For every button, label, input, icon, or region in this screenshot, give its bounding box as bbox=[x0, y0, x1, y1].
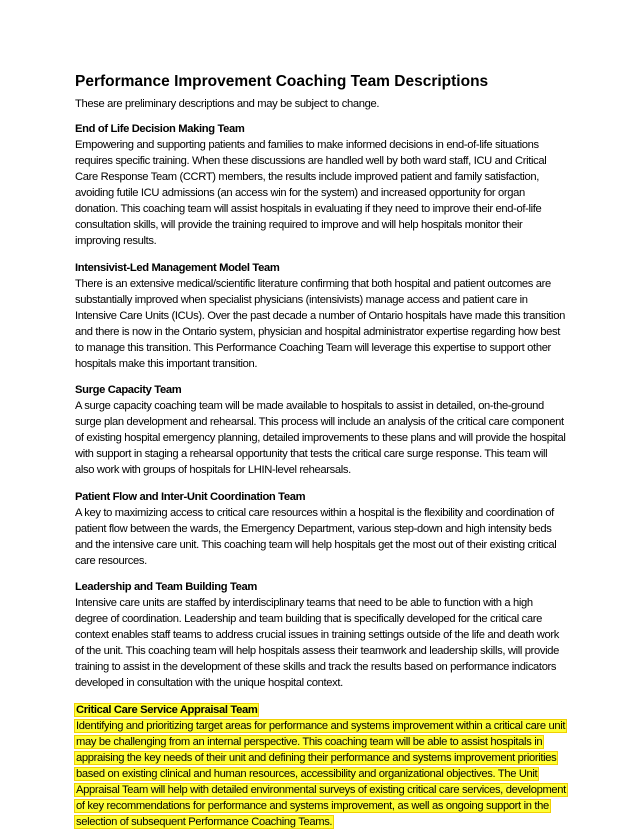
body-line: of existing hospital emergency planning, detailed improvements to these plans and will provide the hospital bbox=[75, 432, 566, 444]
body-line bbox=[75, 798, 565, 814]
body-line: improving results. bbox=[75, 235, 157, 247]
section-surge-capacity-team bbox=[75, 382, 565, 478]
body-line: of the unit. This coaching team will help hospitals assess their teamwork and leadership skills, will provide bbox=[75, 645, 559, 657]
body-line: Empowering and supporting patients and families to make informed decisions in end-of-life situations bbox=[75, 139, 539, 151]
section-heading: Surge Capacity Team bbox=[75, 384, 182, 396]
section-intensivist-led-management-model-team bbox=[75, 260, 565, 372]
section-body bbox=[75, 718, 565, 830]
section-body bbox=[75, 505, 565, 569]
body-line: A key to maximizing access to critical care resources within a hospital is the flexibility and coordination of bbox=[75, 506, 554, 519]
section-body bbox=[75, 276, 565, 372]
section-heading: Patient Flow and Inter-Unit Coordination Team bbox=[75, 490, 306, 503]
highlighted-line-text: appraising the key needs of their unit and defining their performance and systems improvement priorities bbox=[76, 751, 557, 764]
body-line bbox=[75, 814, 565, 830]
highlighted-line-text: of key recommendations for performance and systems improvement, as well as ongoing support in the bbox=[76, 799, 549, 812]
body-line: context enables staff teams to address crucial issues in training settings outside of the life and death work bbox=[75, 629, 560, 641]
body-line bbox=[75, 782, 565, 798]
body-line: Intensive Care Units (ICUs). Over the past decade a number of Ontario hospitals have made this transition bbox=[75, 309, 565, 322]
body-line bbox=[75, 750, 565, 766]
sections-container bbox=[75, 121, 565, 830]
section-body bbox=[75, 137, 565, 249]
highlighted-line-text: Appraisal Team will help with detailed environmental surveys of existing critical care services, development bbox=[76, 783, 566, 796]
highlighted-heading-text: Critical Care Service Appraisal Team bbox=[76, 703, 258, 716]
document-content bbox=[75, 72, 565, 840]
body-line bbox=[75, 718, 565, 734]
body-line: surge plan development and rehearsal. This process will include an analysis of the critical care component bbox=[75, 416, 564, 428]
body-line: patient flow between the wards, the Emergency Department, various step-down and high intensity beds bbox=[75, 522, 552, 535]
section-heading: Intensivist-Led Management Model Team bbox=[75, 261, 280, 274]
section-heading: End of Life Decision Making Team bbox=[75, 123, 245, 135]
body-line: also work with groups of hospitals for LHIN-level rehearsals. bbox=[75, 464, 351, 476]
body-line: donation. This coaching team will assist hospitals in evaluating if they need to improve their end-of-life bbox=[75, 203, 542, 215]
section-end-of-life-decision-making-team bbox=[75, 121, 565, 249]
document-subtitle: These are preliminary descriptions and may be subject to change. bbox=[75, 98, 380, 110]
highlighted-line-text: based on existing clinical and human resources, accessibility and organizational objectives. The Unit bbox=[76, 767, 538, 780]
body-line: degree of coordination. Leadership and team building that is specifically developed for the critical care bbox=[75, 613, 542, 625]
section-heading: Leadership and Team Building Team bbox=[75, 581, 257, 593]
section-patient-flow-and-inter-unit-coordination-team bbox=[75, 489, 565, 569]
body-line: to manage this transition. This Performance Coaching Team will leverage this expertise to support other bbox=[75, 341, 551, 354]
body-line: substantially improved when specialist physicians (intensivists) manage access and patient care in bbox=[75, 293, 528, 306]
body-line: avoiding futile ICU admissions (an access win for the system) and increased opportunity for organ bbox=[75, 187, 525, 199]
section-body bbox=[75, 595, 565, 691]
body-line: training to assist in the development of these skills and track the results based on performance indicators bbox=[75, 661, 557, 673]
body-line: with support in staging a rehearsal opportunity that tests the critical care surge response. This team will bbox=[75, 448, 548, 460]
document-title: Performance Improvement Coaching Team Descriptions bbox=[75, 73, 489, 90]
body-line bbox=[75, 766, 565, 782]
highlighted-line-text: selection of subsequent Performance Coaching Teams. bbox=[76, 815, 333, 828]
section-body bbox=[75, 398, 565, 478]
body-line: Care Response Team (CCRT) members, the results include improved patient and family satisfaction, bbox=[75, 171, 540, 183]
section-heading bbox=[75, 702, 565, 718]
section-leadership-and-team-building-team bbox=[75, 579, 565, 691]
highlighted-line-text: may be challenging from an internal perspective. This coaching team will be able to assist hospitals in bbox=[76, 735, 543, 748]
body-line: care resources. bbox=[75, 554, 147, 567]
body-line: hospitals make this important transition. bbox=[75, 357, 258, 370]
body-line: and there is now in the Ontario system, physician and hospital administrator expertise regarding how best bbox=[75, 325, 560, 338]
highlighted-line-text: Identifying and prioritizing target areas for performance and systems improvement within a critical care unit bbox=[76, 719, 566, 732]
body-line: There is an extensive medical/scientific literature confirming that both hospital and patient outcomes are bbox=[75, 277, 551, 290]
body-line: consultation skills, will provide the training required to improve and will help hospitals monitor their bbox=[75, 219, 523, 231]
section-critical-care-service-appraisal-team bbox=[75, 702, 565, 830]
body-line: developed in consultation with the unique hospital context. bbox=[75, 677, 343, 689]
body-line: Intensive care units are staffed by interdisciplinary teams that need to be able to function with a high bbox=[75, 597, 533, 609]
body-line bbox=[75, 734, 565, 750]
body-line: and the intensive care unit. This coaching team will help hospitals get the most out of their existing critical bbox=[75, 538, 557, 551]
body-line: requires specific training. When these discussions are handled well by both ward staff, ICU and Critical bbox=[75, 155, 547, 167]
body-line: A surge capacity coaching team will be made available to hospitals to assist in detailed, on-the-ground bbox=[75, 400, 544, 412]
